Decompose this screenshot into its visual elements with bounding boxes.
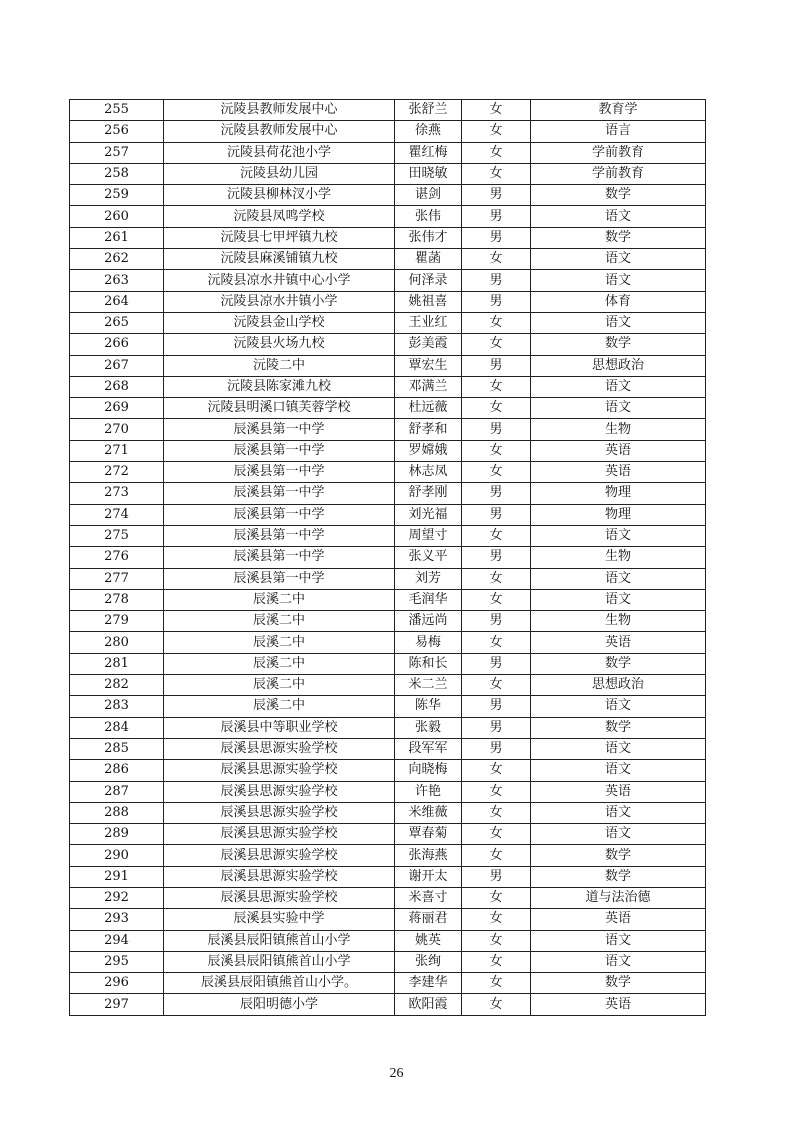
gender-cell: 女 (462, 781, 531, 802)
table-row (70, 802, 706, 823)
table-row (70, 951, 706, 972)
table-row (70, 504, 706, 525)
gender-cell: 女 (462, 760, 531, 781)
name-cell: 舒孝刚 (395, 483, 462, 504)
subject-cell: 语文 (531, 568, 706, 589)
table-row (70, 312, 706, 333)
table-row (70, 845, 706, 866)
subject-cell: 物理 (531, 504, 706, 525)
subject-cell: 语文 (531, 824, 706, 845)
table-row (70, 483, 706, 504)
table-row (70, 398, 706, 419)
subject-cell: 体育 (531, 291, 706, 312)
school-cell: 辰溪县第一中学 (164, 419, 395, 440)
school-cell: 沅陵县幼儿园 (164, 163, 395, 184)
subject-cell: 英语 (531, 994, 706, 1015)
subject-cell: 学前教育 (531, 163, 706, 184)
row-number-cell: 268 (70, 376, 164, 397)
school-cell: 沅陵县凉水井镇小学 (164, 291, 395, 312)
table-row (70, 568, 706, 589)
name-cell: 蒋丽君 (395, 909, 462, 930)
name-cell: 张海燕 (395, 845, 462, 866)
name-cell: 欧阳霞 (395, 994, 462, 1015)
subject-cell: 数学 (531, 866, 706, 887)
gender-cell: 女 (462, 525, 531, 546)
school-cell: 沅陵县火场九校 (164, 334, 395, 355)
school-cell: 沅陵县教师发展中心 (164, 100, 395, 121)
row-number-cell: 295 (70, 951, 164, 972)
name-cell: 瞿菡 (395, 249, 462, 270)
row-number-cell: 256 (70, 121, 164, 142)
table-row (70, 589, 706, 610)
table-row (70, 525, 706, 546)
subject-cell: 语言 (531, 121, 706, 142)
school-cell: 辰溪二中 (164, 611, 395, 632)
table-row (70, 909, 706, 930)
school-cell: 沅陵二中 (164, 355, 395, 376)
gender-cell: 女 (462, 440, 531, 461)
gender-cell: 男 (462, 547, 531, 568)
school-cell: 辰溪县第一中学 (164, 568, 395, 589)
row-number-cell: 260 (70, 206, 164, 227)
row-number-cell: 266 (70, 334, 164, 355)
school-cell: 辰溪县思源实验学校 (164, 738, 395, 759)
table-row (70, 781, 706, 802)
school-cell: 辰溪县第一中学 (164, 440, 395, 461)
gender-cell: 女 (462, 994, 531, 1015)
name-cell: 罗嫦娥 (395, 440, 462, 461)
subject-cell: 学前教育 (531, 142, 706, 163)
row-number-cell: 272 (70, 462, 164, 483)
name-cell: 刘芳 (395, 568, 462, 589)
gender-cell: 女 (462, 930, 531, 951)
name-cell: 李建华 (395, 973, 462, 994)
subject-cell: 语文 (531, 376, 706, 397)
subject-cell: 道与法治德 (531, 887, 706, 908)
gender-cell: 女 (462, 568, 531, 589)
school-cell: 辰溪县第一中学 (164, 525, 395, 546)
table-row (70, 121, 706, 142)
gender-cell: 男 (462, 270, 531, 291)
school-cell: 辰溪县思源实验学校 (164, 866, 395, 887)
gender-cell: 男 (462, 355, 531, 376)
school-cell: 辰溪县辰阳镇熊首山小学。 (164, 973, 395, 994)
subject-cell: 物理 (531, 483, 706, 504)
gender-cell: 女 (462, 845, 531, 866)
subject-cell: 英语 (531, 440, 706, 461)
subject-cell: 语文 (531, 525, 706, 546)
gender-cell: 男 (462, 206, 531, 227)
gender-cell: 女 (462, 909, 531, 930)
subject-cell: 语文 (531, 696, 706, 717)
row-number-cell: 286 (70, 760, 164, 781)
name-cell: 彭美霞 (395, 334, 462, 355)
name-cell: 张伟 (395, 206, 462, 227)
subject-cell: 英语 (531, 781, 706, 802)
table-row (70, 653, 706, 674)
table-row (70, 696, 706, 717)
school-cell: 辰溪二中 (164, 632, 395, 653)
school-cell: 辰溪县思源实验学校 (164, 824, 395, 845)
gender-cell: 男 (462, 738, 531, 759)
table-row (70, 632, 706, 653)
row-number-cell: 282 (70, 675, 164, 696)
name-cell: 何泽录 (395, 270, 462, 291)
row-number-cell: 280 (70, 632, 164, 653)
school-cell: 沅陵县凤鸣学校 (164, 206, 395, 227)
row-number-cell: 271 (70, 440, 164, 461)
gender-cell: 女 (462, 675, 531, 696)
name-cell: 谌剑 (395, 185, 462, 206)
table-row (70, 866, 706, 887)
school-cell: 辰阳明德小学 (164, 994, 395, 1015)
school-cell: 辰溪县辰阳镇熊首山小学 (164, 951, 395, 972)
school-cell: 辰溪县第一中学 (164, 504, 395, 525)
school-cell: 沅陵县柳林汊小学 (164, 185, 395, 206)
subject-cell: 英语 (531, 462, 706, 483)
gender-cell: 女 (462, 142, 531, 163)
name-cell: 覃宏生 (395, 355, 462, 376)
subject-cell: 数学 (531, 845, 706, 866)
gender-cell: 男 (462, 419, 531, 440)
subject-cell: 生物 (531, 547, 706, 568)
row-number-cell: 290 (70, 845, 164, 866)
subject-cell: 语文 (531, 206, 706, 227)
gender-cell: 女 (462, 589, 531, 610)
row-number-cell: 297 (70, 994, 164, 1015)
row-number-cell: 293 (70, 909, 164, 930)
table-row (70, 930, 706, 951)
gender-cell: 女 (462, 887, 531, 908)
school-cell: 辰溪县思源实验学校 (164, 760, 395, 781)
table-row (70, 249, 706, 270)
row-number-cell: 296 (70, 973, 164, 994)
row-number-cell: 263 (70, 270, 164, 291)
gender-cell: 女 (462, 973, 531, 994)
school-cell: 辰溪县中等职业学校 (164, 717, 395, 738)
table-row (70, 355, 706, 376)
name-cell: 田晓敏 (395, 163, 462, 184)
name-cell: 瞿红梅 (395, 142, 462, 163)
table-row (70, 717, 706, 738)
gender-cell: 男 (462, 504, 531, 525)
gender-cell: 男 (462, 717, 531, 738)
name-cell: 邓满兰 (395, 376, 462, 397)
subject-cell: 语文 (531, 312, 706, 333)
table-row (70, 100, 706, 121)
row-number-cell: 255 (70, 100, 164, 121)
row-number-cell: 265 (70, 312, 164, 333)
school-cell: 沅陵县凉水井镇中心小学 (164, 270, 395, 291)
table-row (70, 675, 706, 696)
row-number-cell: 278 (70, 589, 164, 610)
table-row (70, 547, 706, 568)
name-cell: 张舒兰 (395, 100, 462, 121)
subject-cell: 数学 (531, 973, 706, 994)
school-cell: 辰溪县实验中学 (164, 909, 395, 930)
row-number-cell: 288 (70, 802, 164, 823)
table-row (70, 185, 706, 206)
table-row (70, 738, 706, 759)
name-cell: 潘远尚 (395, 611, 462, 632)
gender-cell: 女 (462, 802, 531, 823)
name-cell: 姚祖喜 (395, 291, 462, 312)
school-cell: 辰溪县第一中学 (164, 547, 395, 568)
row-number-cell: 261 (70, 227, 164, 248)
subject-cell: 数学 (531, 334, 706, 355)
row-number-cell: 274 (70, 504, 164, 525)
school-cell: 辰溪县辰阳镇熊首山小学 (164, 930, 395, 951)
page-number: 26 (389, 1066, 404, 1081)
table-row (70, 163, 706, 184)
school-cell: 辰溪县思源实验学校 (164, 802, 395, 823)
subject-cell: 语文 (531, 760, 706, 781)
table-row (70, 270, 706, 291)
row-number-cell: 291 (70, 866, 164, 887)
row-number-cell: 259 (70, 185, 164, 206)
name-cell: 张毅 (395, 717, 462, 738)
name-cell: 徐燕 (395, 121, 462, 142)
table-row (70, 462, 706, 483)
subject-cell: 数学 (531, 653, 706, 674)
table-row (70, 973, 706, 994)
school-cell: 沅陵县明溪口镇芙蓉学校 (164, 398, 395, 419)
subject-cell: 思想政治 (531, 355, 706, 376)
school-cell: 沅陵县麻溪铺镇九校 (164, 249, 395, 270)
gender-cell: 女 (462, 462, 531, 483)
gender-cell: 男 (462, 696, 531, 717)
school-cell: 辰溪县思源实验学校 (164, 887, 395, 908)
subject-cell: 语文 (531, 802, 706, 823)
row-number-cell: 258 (70, 163, 164, 184)
name-cell: 陈华 (395, 696, 462, 717)
school-cell: 辰溪县第一中学 (164, 462, 395, 483)
subject-cell: 语文 (531, 398, 706, 419)
name-cell: 毛润华 (395, 589, 462, 610)
table-row (70, 994, 706, 1015)
table-row (70, 760, 706, 781)
name-cell: 覃春菊 (395, 824, 462, 845)
name-cell: 米二兰 (395, 675, 462, 696)
gender-cell: 男 (462, 483, 531, 504)
row-number-cell: 262 (70, 249, 164, 270)
table-row (70, 440, 706, 461)
subject-cell: 语文 (531, 951, 706, 972)
row-number-cell: 275 (70, 525, 164, 546)
name-cell: 向晓梅 (395, 760, 462, 781)
school-cell: 辰溪县思源实验学校 (164, 845, 395, 866)
subject-cell: 语文 (531, 270, 706, 291)
row-number-cell: 273 (70, 483, 164, 504)
subject-cell: 语文 (531, 589, 706, 610)
subject-cell: 数学 (531, 185, 706, 206)
gender-cell: 男 (462, 291, 531, 312)
name-cell: 舒孝和 (395, 419, 462, 440)
name-cell: 刘光福 (395, 504, 462, 525)
name-cell: 易梅 (395, 632, 462, 653)
school-cell: 辰溪二中 (164, 589, 395, 610)
gender-cell: 女 (462, 824, 531, 845)
name-cell: 姚英 (395, 930, 462, 951)
table-row (70, 142, 706, 163)
school-cell: 沅陵县金山学校 (164, 312, 395, 333)
name-cell: 谢开太 (395, 866, 462, 887)
school-cell: 辰溪县思源实验学校 (164, 781, 395, 802)
table-row (70, 611, 706, 632)
table-row (70, 227, 706, 248)
gender-cell: 女 (462, 398, 531, 419)
subject-cell: 数学 (531, 717, 706, 738)
gender-cell: 男 (462, 611, 531, 632)
gender-cell: 男 (462, 185, 531, 206)
name-cell: 许艳 (395, 781, 462, 802)
name-cell: 张伟才 (395, 227, 462, 248)
roster-table-body (70, 100, 706, 1016)
school-cell: 辰溪二中 (164, 696, 395, 717)
table-row (70, 206, 706, 227)
row-number-cell: 270 (70, 419, 164, 440)
row-number-cell: 287 (70, 781, 164, 802)
gender-cell: 女 (462, 376, 531, 397)
name-cell: 陈和长 (395, 653, 462, 674)
name-cell: 王业红 (395, 312, 462, 333)
subject-cell: 语文 (531, 930, 706, 951)
name-cell: 段军军 (395, 738, 462, 759)
row-number-cell: 276 (70, 547, 164, 568)
table-row (70, 824, 706, 845)
row-number-cell: 289 (70, 824, 164, 845)
table-row (70, 887, 706, 908)
school-cell: 沅陵县教师发展中心 (164, 121, 395, 142)
subject-cell: 数学 (531, 227, 706, 248)
name-cell: 林志凤 (395, 462, 462, 483)
name-cell: 杜远薇 (395, 398, 462, 419)
table-row (70, 334, 706, 355)
gender-cell: 女 (462, 121, 531, 142)
row-number-cell: 264 (70, 291, 164, 312)
row-number-cell: 279 (70, 611, 164, 632)
name-cell: 周望寸 (395, 525, 462, 546)
school-cell: 辰溪二中 (164, 653, 395, 674)
name-cell: 张绚 (395, 951, 462, 972)
gender-cell: 女 (462, 163, 531, 184)
row-number-cell: 281 (70, 653, 164, 674)
gender-cell: 女 (462, 632, 531, 653)
roster-table (69, 99, 706, 1016)
table-row (70, 291, 706, 312)
subject-cell: 教育学 (531, 100, 706, 121)
row-number-cell: 284 (70, 717, 164, 738)
gender-cell: 男 (462, 866, 531, 887)
subject-cell: 英语 (531, 909, 706, 930)
row-number-cell: 257 (70, 142, 164, 163)
subject-cell: 英语 (531, 632, 706, 653)
name-cell: 张义平 (395, 547, 462, 568)
name-cell: 米维薇 (395, 802, 462, 823)
row-number-cell: 292 (70, 887, 164, 908)
gender-cell: 女 (462, 312, 531, 333)
school-cell: 辰溪二中 (164, 675, 395, 696)
gender-cell: 女 (462, 100, 531, 121)
gender-cell: 女 (462, 249, 531, 270)
subject-cell: 语文 (531, 249, 706, 270)
row-number-cell: 294 (70, 930, 164, 951)
subject-cell: 语文 (531, 738, 706, 759)
subject-cell: 思想政治 (531, 675, 706, 696)
row-number-cell: 283 (70, 696, 164, 717)
row-number-cell: 285 (70, 738, 164, 759)
gender-cell: 女 (462, 951, 531, 972)
row-number-cell: 267 (70, 355, 164, 376)
table-row (70, 419, 706, 440)
gender-cell: 男 (462, 653, 531, 674)
subject-cell: 生物 (531, 611, 706, 632)
school-cell: 辰溪县第一中学 (164, 483, 395, 504)
gender-cell: 男 (462, 227, 531, 248)
table-row (70, 376, 706, 397)
school-cell: 沅陵县七甲坪镇九校 (164, 227, 395, 248)
subject-cell: 生物 (531, 419, 706, 440)
gender-cell: 女 (462, 334, 531, 355)
name-cell: 米喜寸 (395, 887, 462, 908)
row-number-cell: 269 (70, 398, 164, 419)
school-cell: 沅陵县陈家滩九校 (164, 376, 395, 397)
row-number-cell: 277 (70, 568, 164, 589)
school-cell: 沅陵县荷花池小学 (164, 142, 395, 163)
